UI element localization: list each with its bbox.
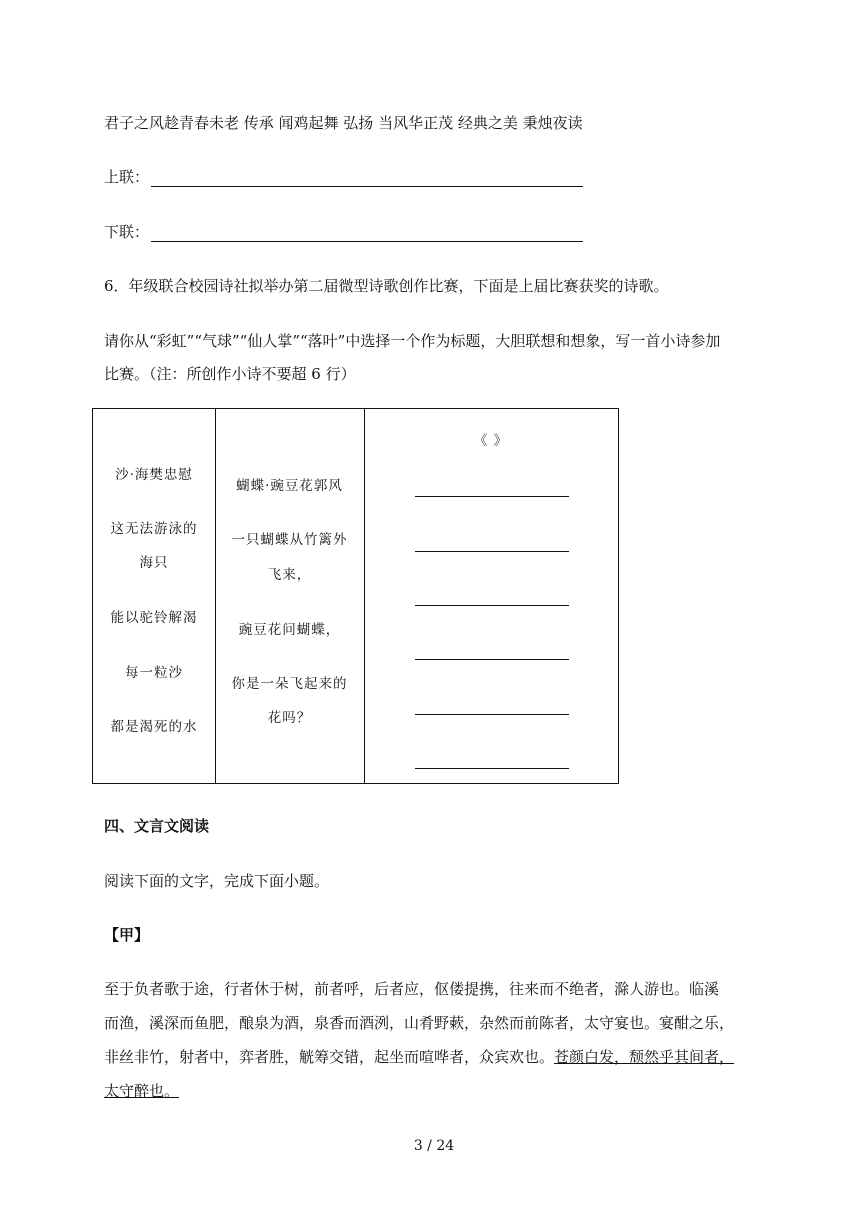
underlined-sentence: 苍颜白发，颓然乎其间者， [554, 1048, 735, 1066]
poem-column-sand-sea [93, 409, 216, 783]
poem-line: 花吗？ [267, 710, 312, 726]
poem-line: 这无法游泳的 [110, 521, 198, 537]
poem-blank-line[interactable] [415, 768, 569, 769]
passage-line-2: 而渔，溪深而鱼肥，酿泉为酒，泉香而酒洌，山肴野蔌，杂然而前陈者，太守宴也。宴酣之乐， [104, 1014, 735, 1032]
reading-instruction: 阅读下面的文字，完成下面小题。 [104, 872, 330, 890]
poem-line: 能以驼铃解渴 [110, 610, 198, 626]
instruction-line-2: 比赛。（注：所创作小诗不要超 6 行） [104, 365, 356, 383]
part-label: 【甲】 [104, 926, 150, 944]
lower-couplet-row [104, 221, 583, 242]
poem-line: 飞来， [267, 567, 312, 583]
upper-couplet-label: 上联： [104, 168, 150, 186]
instruction-line-1: 请你从“彩虹”“气球”“仙人掌”“落叶”中选择一个作为标题，大胆联想和想象，写一首小诗参加 [104, 332, 721, 350]
passage-text: 非丝非竹，射者中，弈者胜，觥筹交错，起坐而喧哗者，众宾欢也。 [104, 1048, 555, 1066]
poem-blank-line[interactable] [415, 714, 569, 715]
question-6: 6．年级联合校园诗社拟举办第二届微型诗歌创作比赛，下面是上届比赛获奖的诗歌。 [104, 277, 669, 295]
poem-column-write-your-own [364, 409, 618, 783]
passage-line-3 [104, 1046, 734, 1067]
poem-blank-line[interactable] [415, 551, 569, 552]
poem-blank-line[interactable] [415, 496, 569, 497]
poem-line: 都是渴死的水 [110, 719, 198, 735]
lower-couplet-blank[interactable] [151, 227, 583, 242]
poem-column-butterfly [215, 409, 365, 783]
upper-couplet-blank[interactable] [151, 172, 583, 187]
page-number: 3 / 24 [413, 1138, 455, 1154]
lower-couplet-label: 下联： [104, 223, 150, 241]
poem-table [92, 408, 619, 784]
poem-line: 沙·海樊忠慰 [115, 467, 193, 483]
poem-line: 一只蝴蝶从竹篱外 [231, 532, 348, 548]
poem-line: 蝴蝶·豌豆花郭风 [236, 478, 343, 494]
passage-line-4: 太守醉也。 [104, 1082, 180, 1100]
poem-line: 你是一朵飞起来的 [231, 676, 348, 692]
passage-line-1: 至于负者歌于途，行者休于树，前者呼，后者应，伛偻提携，往来而不绝者，滁人游也。临溪 [104, 980, 720, 998]
poem-blank-line[interactable] [415, 605, 569, 606]
poem-title-brackets: 《 》 [473, 433, 509, 449]
upper-couplet-row [104, 166, 583, 187]
poem-line: 海只 [139, 555, 169, 571]
section-heading: 四、文言文阅读 [104, 817, 210, 835]
poem-line: 豌豆花问蝴蝶， [238, 622, 341, 638]
poem-line: 每一粒沙 [125, 665, 183, 681]
poem-blank-line[interactable] [415, 659, 569, 660]
word-options-line: 君子之风趁青春未老 传承 闻鸡起舞 弘扬 当风华正茂 经典之美 秉烛夜读 [104, 114, 583, 132]
